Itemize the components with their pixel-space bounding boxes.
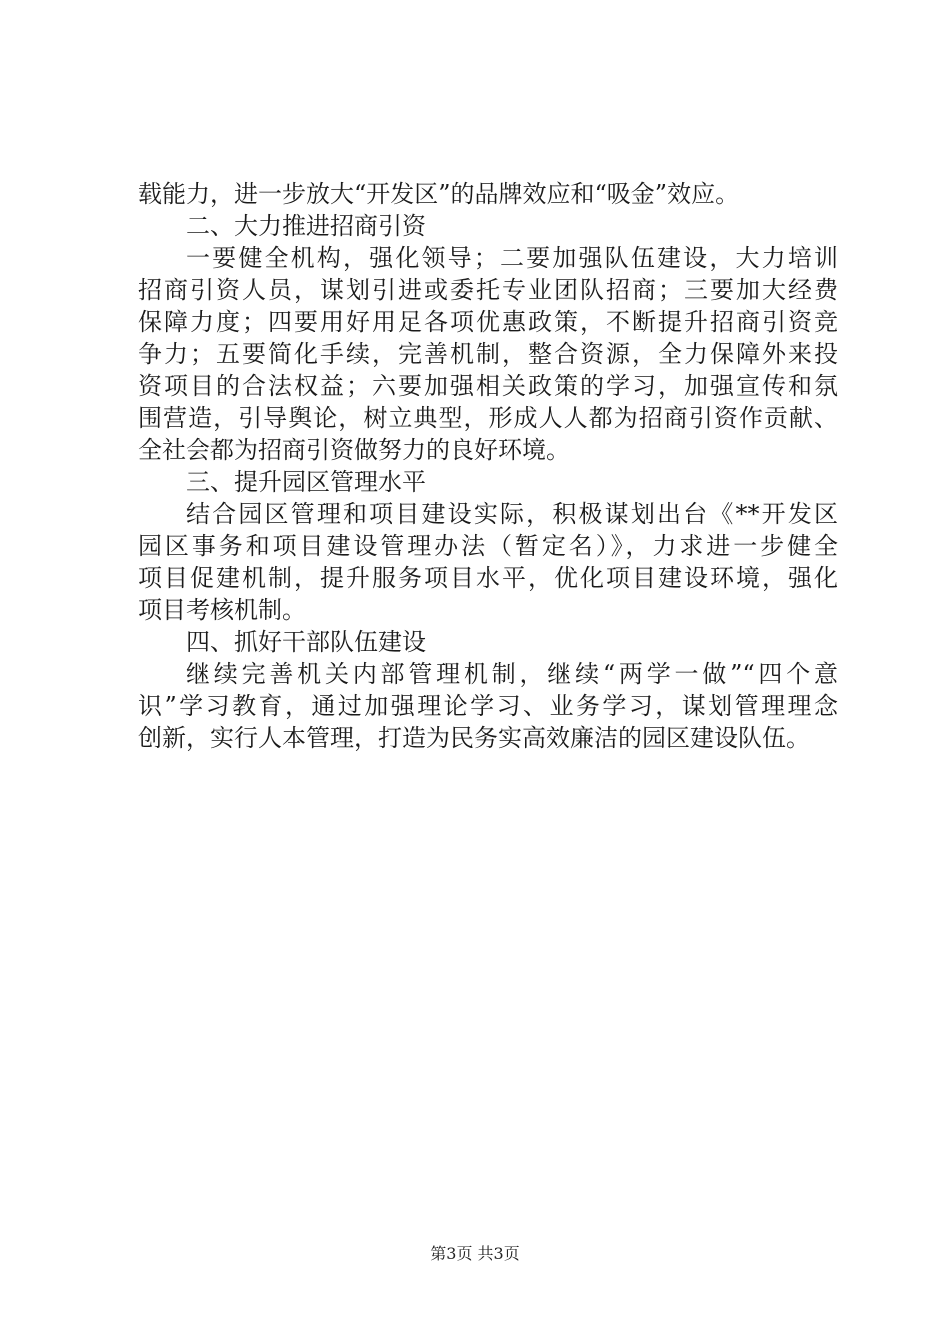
paragraph-line: 全社会都为招商引资做努力的良好环境。	[138, 436, 570, 464]
paragraph-line: 项目促建机制，提升服务项目水平，优化项目建设环境，强化	[138, 564, 838, 592]
paragraph-line: 项目考核机制。	[138, 596, 306, 624]
paragraph-line: 一要健全机构，强化领导；二要加强队伍建设，大力培训	[186, 244, 838, 272]
paragraph-line: 载能力，进一步放大“开发区”的品牌效应和“吸金”效应。	[138, 180, 740, 208]
paragraph-line: 围营造，引导舆论，树立典型，形成人人都为招商引资作贡献、	[138, 404, 838, 432]
page-number-footer: 第3页 共3页	[430, 1244, 520, 1263]
paragraph-line: 结合园区管理和项目建设实际，积极谋划出台《**开发区	[186, 500, 838, 528]
section-heading-investment: 二、大力推进招商引资	[186, 212, 426, 240]
paragraph-line: 争力；五要简化手续，完善机制，整合资源，全力保障外来投	[138, 340, 838, 368]
paragraph-line: 继续完善机关内部管理机制，继续“两学一做”“四个意	[186, 660, 838, 688]
paragraph-line: 识”学习教育，通过加强理论学习、业务学习，谋划管理理念	[138, 692, 838, 720]
paragraph-line: 资项目的合法权益；六要加强相关政策的学习，加强宣传和氛	[138, 372, 838, 400]
paragraph-line: 保障力度；四要用好用足各项优惠政策，不断提升招商引资竞	[138, 308, 838, 336]
section-heading-cadre-team: 四、抓好干部队伍建设	[186, 628, 426, 656]
paragraph-line: 创新，实行人本管理，打造为民务实高效廉洁的园区建设队伍。	[138, 724, 810, 752]
section-heading-park-management: 三、提升园区管理水平	[186, 468, 426, 496]
paragraph-line: 招商引资人员，谋划引进或委托专业团队招商；三要加大经费	[138, 276, 838, 304]
paragraph-line: 园区事务和项目建设管理办法（暂定名）》，力求进一步健全	[138, 532, 838, 560]
